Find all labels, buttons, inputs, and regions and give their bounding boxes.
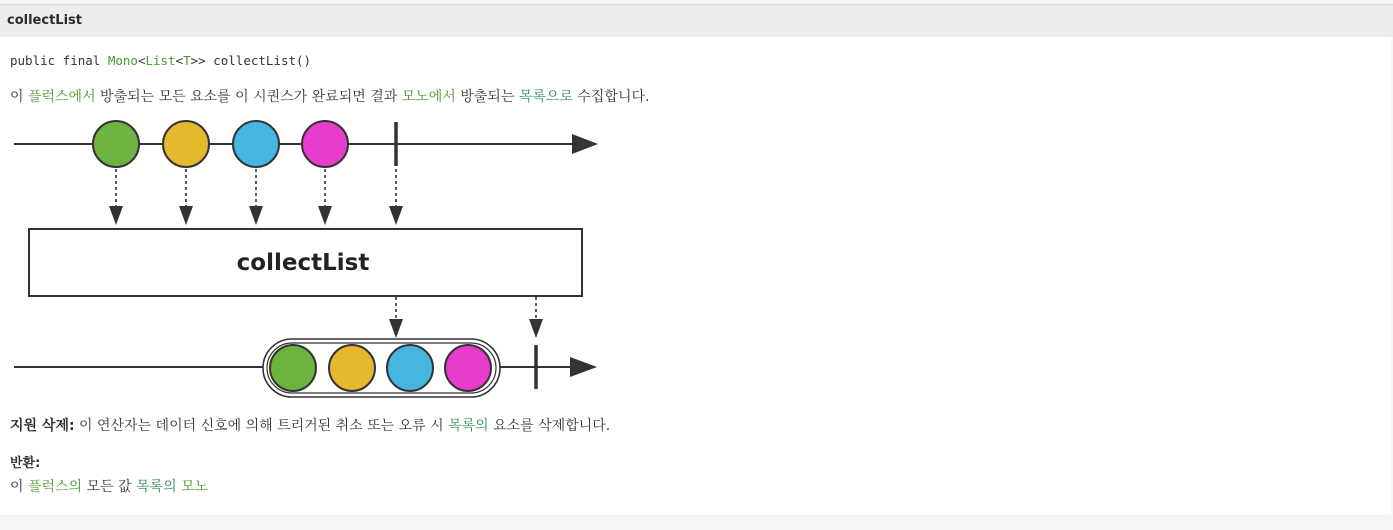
discard-text-1: 이 연산자는 데이터 신호에 의해 트리거된 취소 또는 오류 시: [74, 418, 449, 434]
method-description: [10, 86, 649, 106]
returns-text-2: 모든 값: [82, 479, 137, 495]
desc-text-4: 수집합니다.: [572, 89, 650, 105]
sig-lt1: <: [137, 53, 146, 68]
returns-description: [10, 476, 208, 496]
discard-label: 지원 삭제:: [10, 418, 75, 434]
mono-link[interactable]: 모노에서: [401, 89, 456, 105]
source-marble-yellow: [163, 121, 209, 167]
source-timeline-arrow-icon: [572, 134, 598, 154]
desc-text-2: 방출되는 모든 요소를 이 시퀀스가 완료되면 결과: [95, 89, 402, 105]
sig-suffix: >> collectList(): [190, 53, 312, 68]
sig-prefix: public final: [10, 53, 108, 68]
marble-diagram: [0, 112, 620, 402]
flux-link[interactable]: 플럭스에서: [27, 89, 96, 105]
mono-type-link[interactable]: Mono: [107, 53, 138, 68]
desc-text-1: 이: [10, 89, 28, 105]
source-marble-green: [93, 121, 139, 167]
returns-flux-link[interactable]: 플럭스의: [27, 479, 83, 495]
result-marble-green: [270, 345, 316, 391]
result-marble-blue: [387, 345, 433, 391]
method-header: [0, 5, 1393, 37]
bottom-strip: [0, 515, 1393, 530]
discard-text-2: 요소를 삭제합니다.: [488, 418, 611, 434]
method-detail-panel: [0, 37, 1391, 515]
operator-label: collectList: [236, 250, 370, 276]
output-arrows: [389, 297, 543, 338]
list-type-link[interactable]: List: [145, 53, 176, 68]
discard-list-link[interactable]: 목록의: [448, 418, 489, 434]
desc-text-3: 방출되는: [455, 89, 519, 105]
method-title: collectList: [7, 13, 82, 28]
sig-lt2: <: [175, 53, 184, 68]
t-type-link[interactable]: T: [183, 53, 191, 68]
result-marble-yellow: [329, 345, 375, 391]
returns-list-link[interactable]: 목록의: [136, 479, 177, 495]
result-marble-magenta: [445, 345, 491, 391]
list-link[interactable]: 목록으로: [518, 89, 573, 105]
result-timeline-arrow-icon: [570, 357, 597, 377]
input-arrows: [109, 169, 403, 225]
source-marble-magenta: [302, 121, 348, 167]
discard-support-paragraph: [10, 415, 610, 435]
returns-label: 반환:: [10, 456, 41, 471]
returns-mono-link[interactable]: 모노: [181, 479, 209, 495]
source-marble-blue: [233, 121, 279, 167]
returns-text-1: 이: [10, 479, 28, 495]
method-signature: [10, 53, 311, 68]
